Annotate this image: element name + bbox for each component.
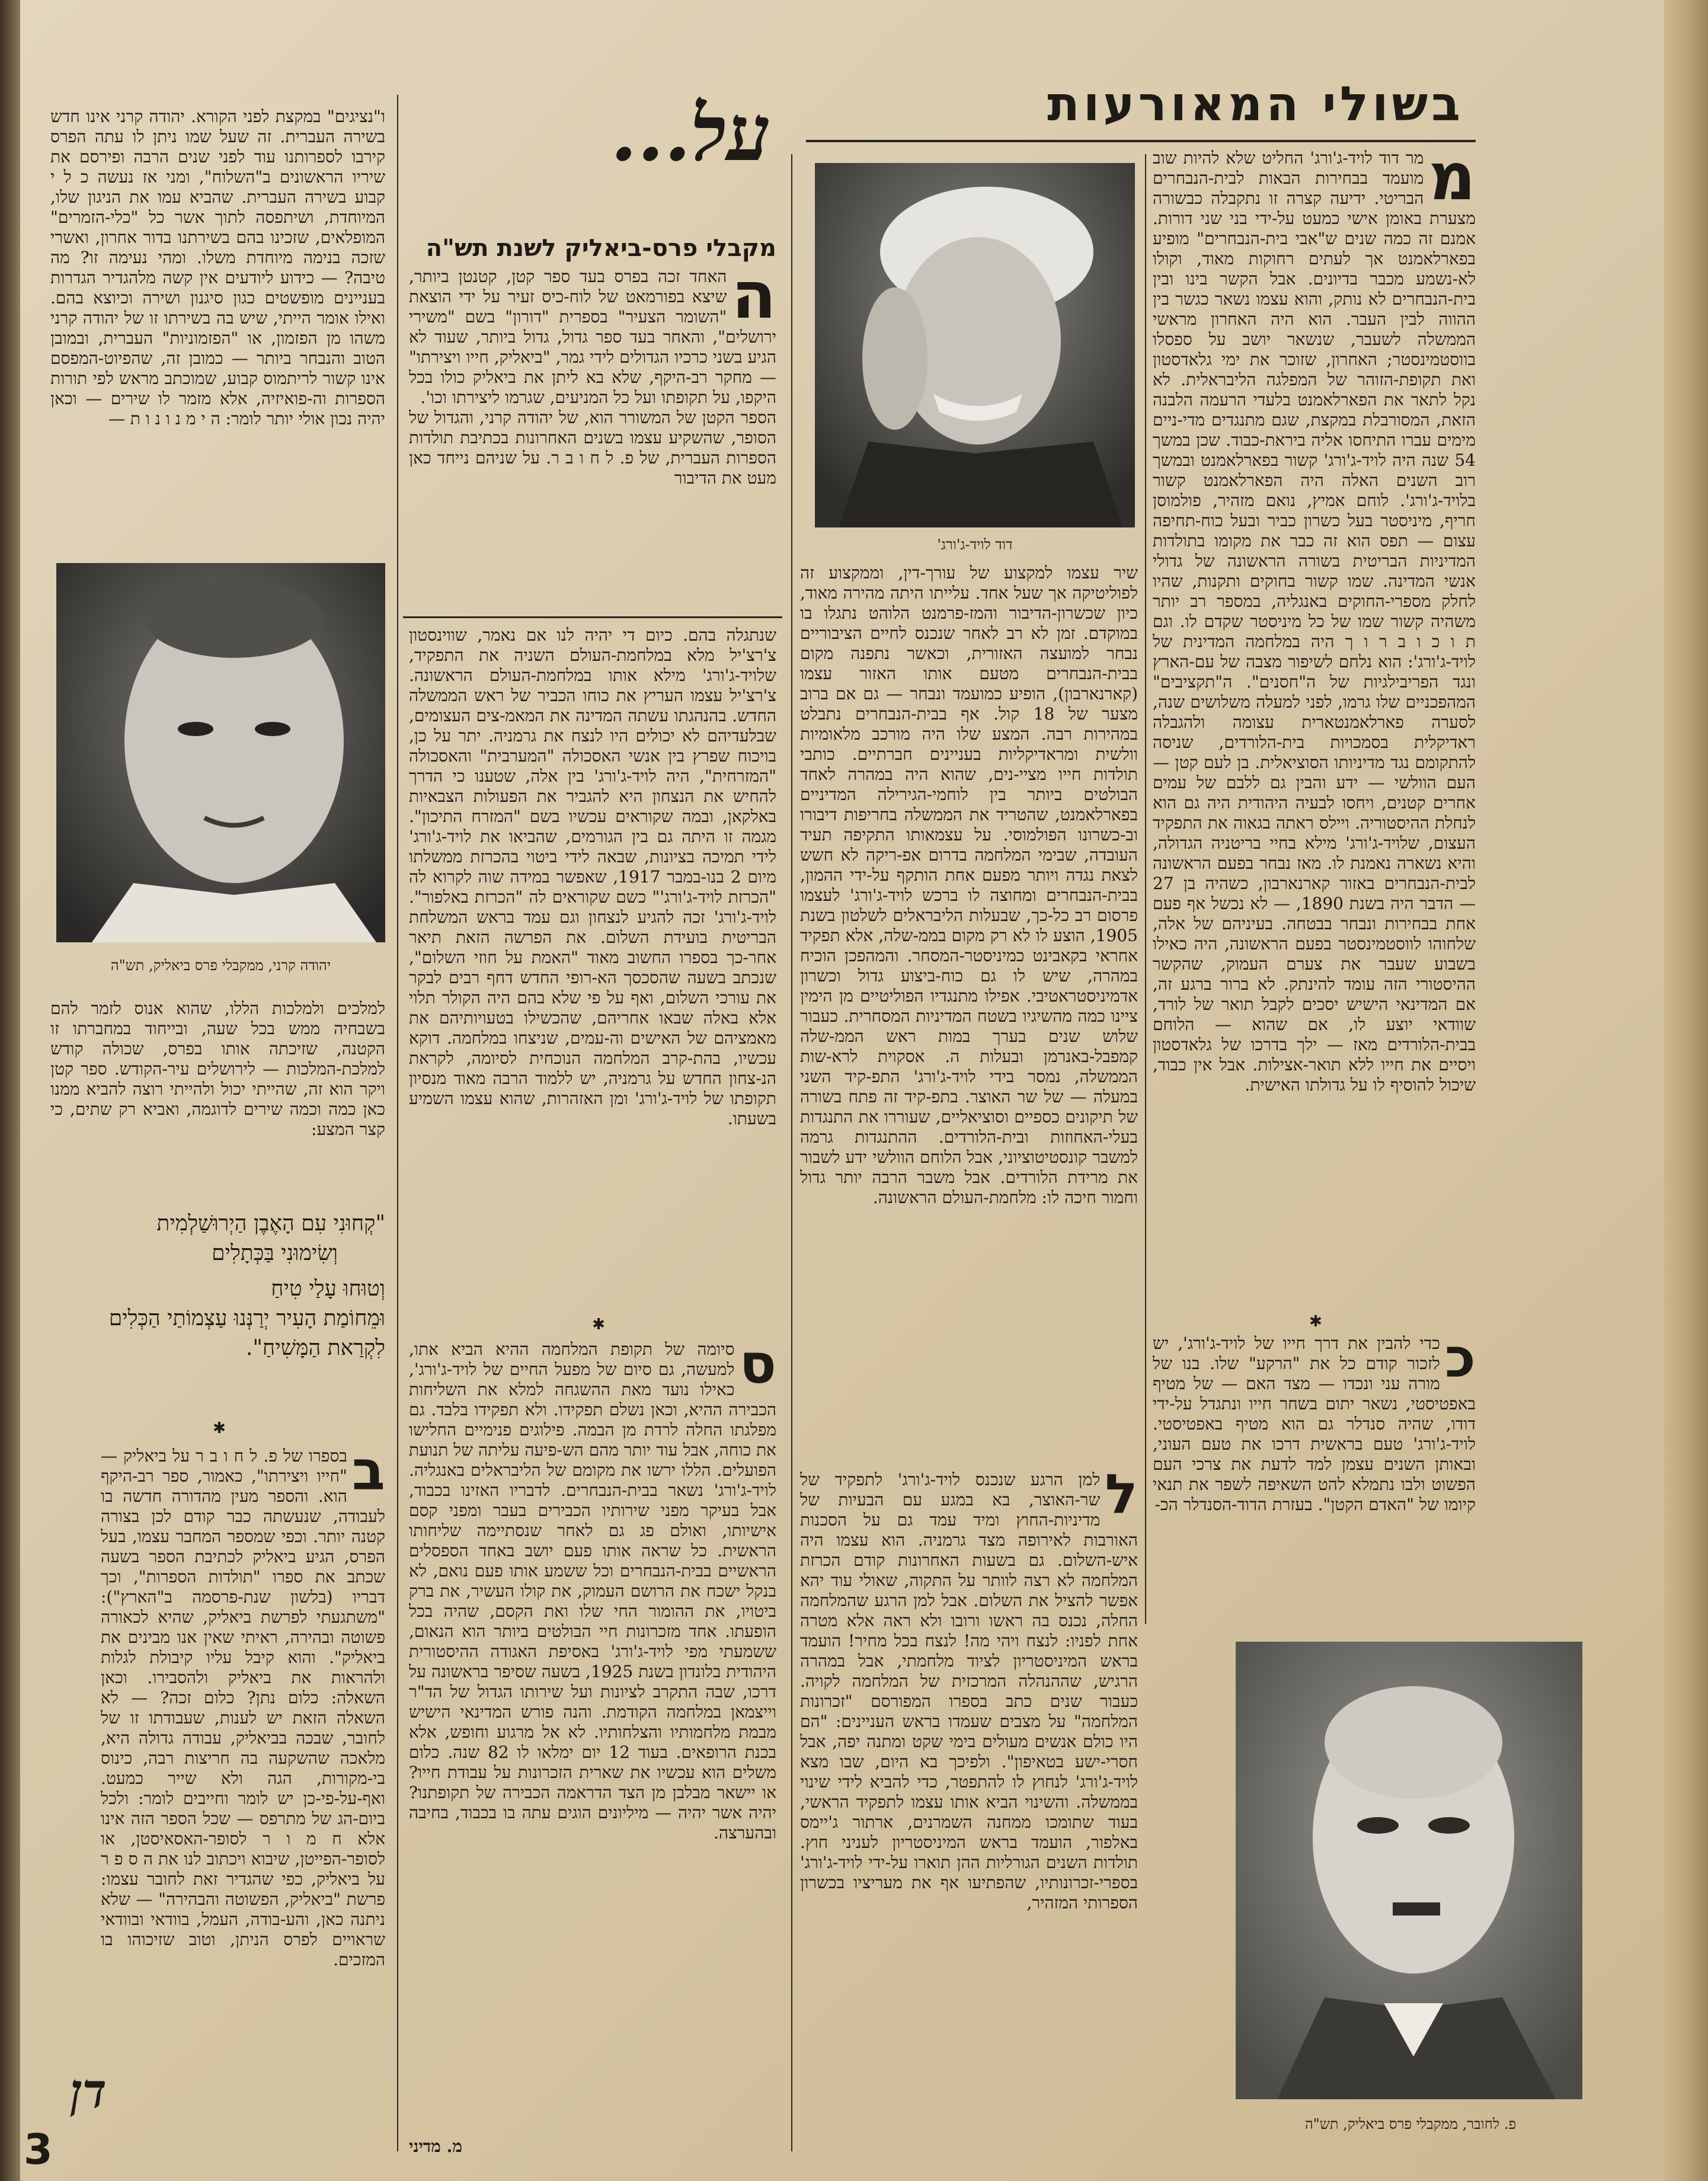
separator-star: ✱ xyxy=(213,1419,226,1437)
binding-edge xyxy=(0,0,20,2181)
review-signature: דן xyxy=(70,2063,107,2119)
poem-line: לִקְרַאת הַמָּשִׁיחַ". xyxy=(245,1336,385,1360)
lloyd-george-intro: מ מר דוד לויד-ג'ורג' החליט שלא להיות שוב מועמד בבחירות הבאות לבית-הנבחרים הבריטי. ידיעה קצרה זו נתקבלה כבשורה מצערת באומן אישי כמעט על-ידי בני שני דורות. אמנם זה כמה שנים ש"אבי בית-הנבחרים" מופיע בפארלאמנט אך לעתים רחוקות מאוד, וקולו לא-נשמע מכבר בדיונים. אבל הקשר בינו ובין בית-הנבחרים לא נותק, והוא עצמו נשאר כגשר בין ההווה לבין העבר. הוא היה האחרון מראשי הממשלה לשעבר, שנשאר יושב על ספסלו בווסטמינסטר; האחרון, שזוכר את ימי גלאדסטון ואת תקופת-הזוהר של המפלגה הליבראלית. לא נקל לתאר את הפארלאמנט בלעדי הרעמה הלבנה הזאת, המסורבלת במקצת, שגם מתנגדים מדי-ניים מימים עברו התיחסו אליה ביראת-כבוד. שכן במשך 54 שנה היה לויד-ג'ורג' קשור בפארלאמנט ובמשך רוב השנים האלה היה הפארלאמנט קשור בלויד-ג'ורג'. לוחם אמיץ, נואם מזהיר, פולמוסן חריף, מיניסטר בעל כשרון כביר ובעל כוח-תחיפה עצום — תפס הוא זה כבר את מקומו בתולדות המדיניות הבריטית בשורה הראשונה של גדולי אנשי המדינה. שמו קשור בחוקים ותקנות, שהיו לחלק מספרי-החוקים באנגליה, במספר רב יותר משהיה קשור שמו של כל מיניסטר שקדם לו. וגם ת ו כ ו ב ר ו ך היה במלחמה המדינית של לויד-ג'ורג': הוא נלחם לשיפור מצבה של עם-הארץ ונגד הפריבילגיות של ה"חסנים". ה"תקציבים" המהפכניים שלו גרמו, לפני למעלה משלושים שנה, לסערה פארלאמנטארית עצומה ולהגבלה ראדיקלית בסמכויות בית-הלורדים, שניסה להתקומם נגד מדיניותו הסוציאלית. בן לעם קטן — העם הוולשי — ידע והבין גם ללבם של עמים אחרים קטנים, ויחסו לבעיה היהודית היה גם הוא לנחלת ההיסטוריה. ויילס ראתה בגאוה את התפקיד העצום, שלויד-ג'ורג' מילא בחיי בריטניה הגדולה, והיא נשארה נאמנת לו. מאז נבחר בפעם הראשונה לבית-הנבחרים באזור קארנארבון, כשהיה בן 27 — הדבר היה בשנת 1890, — לא נכשל אף פעם אחת בבחירות ונבחר בבטחה. בעיניהם של אלה, שלחוהו לווסטמינסטר בפעם הראשונה, היה כאילו בשבוע שעבר את צערם העמוק, שהקשר ההיסטורי הזה עומד להינתק. לא ברור ברגע זה, אם המדינאי הישיש יסכים לקבל תואר של לורד, שוודאי יוצע לו, אם שהוא — הלוחם בבית-הלורדים מאז — ילך בדרכו של גלאדסטון ויסיים את חייו ללא תואר-אצילות. אבל אין כבוד, שיכול להוסיף לו על גדולתו האישית. xyxy=(1153,148,1476,1095)
portrait-image xyxy=(56,563,385,942)
drop-cap: כ xyxy=(1444,1333,1476,1390)
lachover-photo xyxy=(1236,1642,1582,2099)
separator-star: ✱ xyxy=(592,1316,605,1333)
bialik-prize-headline: מקבלי פרס-ביאליק לשנת תש"ה xyxy=(426,235,776,262)
title-rule xyxy=(806,140,1476,142)
page-edge xyxy=(1664,0,1708,2181)
page-number: 3 xyxy=(24,2125,53,2174)
drop-cap: ב xyxy=(351,1446,385,1502)
lloyd-george-wartime: שנתגלה בהם. כיום די יהיה לנו אם נאמר, שווינסטון צ'רצ'יל מלא במלחמת-העולם השניה את התפקיד, שלויד-ג'ורג' מילא אותו במלחמת-העולם הראשונה. צ'רצ'יל עצמו העריץ את כוחו הכביר של ראש הממשלה החדש. בהנהגתו עשתה המדינה את המאמ-צים העצומים, שבלעדיהם לא יכולים היו לנצח את גרמניה. יתר על כן, בויכוח שפרץ בין אנשי האסכולה "המערבית" והאסכולה "המזרחית", היה לויד-ג'ורג' בין אלה, שטענו כי הדרך להחיש את הנצחון היא להגביר את הפעולות הצבאיות באלקאן, ובמה שקוראים עכשיו בשם "המזרח התיכון". מגמה זו היתה גם בין הגורמים, שהביאו את לויד-ג'ורג' לידי תמיכה בציונות, שבאה לידי ביטוי בהכרזת ממשלתו מיום 2 בנו-במבר 1917, שאפשר במידה שוה לקרוא לה "הכרזת לויד-ג'ורג'" כשם שקוראים לה "הכרזת באלפור". לויד-ג'ורג' זכה להגיע לנצחון וגם עמד בראש המשלחת הבריטית בועידת השלום. את הפרשה הזאת תיאר אחר-כך בספרו החשוב מאוד "האמת על חוזי השלום", שנכתב בשעה שהסכסך הא-רופי החדש דחף רבים לבקר את עורכי השלום, ואף על פי שלא בהם היה הקולר תלוי אלא באלה שבאו אחריהם, שהכשילו בטעויותיהם את מאמציהם של האישים וה-עמים, שניצחו במלחמה. דוקא עכשיו, בהת-קרב המלחמה הנוכחית לסיומה, לקראת הנ-צחון החדש על גרמניה, יש ללמוד הרבה מאוד מנסיון תקופתו של לויד-ג'ורג' ומן האזהרות, שהוא עצמו השמיע בשעתו. xyxy=(409,625,776,1128)
portrait-image xyxy=(1236,1642,1582,2099)
column-divider xyxy=(397,95,398,2151)
lloyd-george-photo-caption: דוד לויד-ג'ורג' xyxy=(937,536,1013,553)
lloyd-george-photo xyxy=(815,163,1135,527)
lachover-caption: פ. לחובר, ממקבלי פרס ביאליק, תש"ה xyxy=(1304,2116,1517,2132)
column-divider xyxy=(791,154,792,2151)
lachover-review: ב בספרו של פ. ל ח ו ב ר על ביאליק — "חייו ויצירתו", כאמור, ספר רב-היקף הוא. והספר מעין מהדורה חדשה בו לעבודה, שנעשתה כבר קודם לכן בצורה קטנה יותר. וכפי שמספר המחבר עצמו, בעל הפרס, הגיע ביאליק לכתיבת הספר בשעה שכתב את ספרו "תולדות הספרות", וכך דבריו (בלשון שנת-פרסמה ב"הארץ"): "משתגעתי לפרשת ביאליק, שהיא לכאורה פשוטה ובהירה, ראיתי שאין אנו מבינים את ביאליק". והוא קיבל עליו קיבולת לגלות ולהראות את ביאליק ולהסבירו. וכאן השאלה: כלום נתן? כלום זכה? — לא השאלה הזאת יש לענות, שעבודתו זו של לחובר, שבכה בביאליק, עבודה גדולה היא, מלאכה שהשקעה בה חריצות רבה, כינוס בי-מקורות, הגה ולא שייר כמעט. ואף-על-פי-כן יש לומר וחייבים לומר: ולכל ביום-הג של מתרפס — שכל הספר הזה אינו אלא ח מ ו ר לסופר-האסאיסטן, או לסופר-הפייטן, שיבוא ויכתוב לנו את ה ס פ ר על ביאליק, כפי שהגדיר זאת לחובר עצמו: פרשת "ביאליק, הפשוטה והבהירה" — שלא ניתנה כאן, והע-בודה, העמל, בוודאי ובוודאי שראויים לפרס הניתן, וטוב שזיכוהו בו המזכים. xyxy=(101,1446,385,1969)
karni-photo xyxy=(56,563,385,942)
al-logo: על... xyxy=(610,88,770,178)
column-divider xyxy=(1145,154,1146,1624)
karni-poem-intro: למלכים ולמלכות הללו, שהוא אנוס לזמר להם בשבחיה ממש בכל שעה, ובייחוד במחברתו זו הקטנה, שזיכתה אותו בפרס, שכולה קודש למלכת-המלכות — לירושלים עיר-הקודש. ספר קטן ויקר הוא זה, שהייתי יכול ולהייתי רוצה להביא ממנו כאן כמה וכמה שירים לדוגמה, ואביא רק שתים, כי קצר המצע: xyxy=(50,999,385,1139)
karni-intro: ו"נציגים" במקצת לפני הקורא. יהודה קרני אינו חדש בשירה העברית. זה שעל שמו ניתן לו עתה הפרס קירבו לספרותנו עוד לפני שנים הרבה ופירסם את שיריו הראשונים ב"השלוח", ומני אז נעשה כ ל י קבוע בשירה העברית. שהביא עמו את הניגון שלו, המיוחדת, ושיתפסה לתוך אשר כל "כלי-הזמרים" המופלאים, שזכינו בהם בשירתנו בדור אחרון, ואשרי שזכה בנימה מיוחדת משלו. ומהי נעימה זו? מה טיבה? — כידוע ליודעים אין קשה מלהגדיר הגדרות בעניינים מופשטים כגון סיגנון ושירה וכיוצא בהם. ואילו אומר הייתי, שיש בה בשירתו זו של יהודה קרני משהו מן הפזמון, או "הפזמוניות" העברית, ובמובן הטוב והנבחר ביותר — כמובן זה, שהפיוט-המפסם אינו קשור לריתמוס קבוע, שמוכתב מראש לפי תורות הספרות וה-פואיזיה, אלא מזמר לו שירים — וכאן יהיה נכון אולי יותר לומר: ה י מ נ ו נ ו ת — xyxy=(50,107,385,428)
lloyd-george-war: ל למן הרגע שנכנס לויד-ג'ורג' לתפקיד של שר-האוצר, בא במגע עם הבעיות של מדיניות-החוץ ומיד עמד גם על הסכנות האורבות לאירופה מצד גרמניה. הוא עצמו היה איש-השלום. גם בשעות האחרונות קודם הכרזת המלחמה לא רצה לוותר על התקוה, שאולי עוד יהא אפשר להציל את השלום. אבל למן הרגע שהמלחמה החלה, נכנס בה ראשו ורובו ולא ראה אלא מטרה אחת לפניו: לנצח ויהי מה! לנצח בכל מחיר! הועמד בראש המיניסטריון לציוד מלחמתי, אבל במהרה הרגיש, שההנהלה המרכזית של המלחמה לקויה. כעבור שנים כתב בספרו המפורסם "זכרונות המלחמה" על מצבים שעמדו בראש העניינים: "הם היו כולם אנשים מעולים בימי שקט ומתנה יפה, אבל חסרי-ישע בטאיפון". ולפיכך בא היום, שבו מצא לויד-ג'ורג' לנחוץ לו להתפטר, כדי להביא לידי שינוי בממשלה. והשינוי הביא אותו עצמו לתפקיד הראשי, בעוד שתומכו ממחנה השמרנים, ארתור ג'יימס באלפור, הועמד בראש המיניסטריון לעניני חוץ. תולדות השנים הגורליות ההן תוארו על-ידי לויד-ג'ורג' בספרי-זכרונותיו, שהפתיעו אף את מעריציו בכשרון הספרותי המזהיר, xyxy=(800,1470,1138,1913)
poem-line: וְשִׂימוּנִי בַּכְּתָלִים xyxy=(212,1241,338,1265)
karni-caption: יהודה קרני, ממקבלי פרס ביאליק, תש"ה xyxy=(110,957,331,974)
poem-line: וּמֵחוֹמַת הָעִיר יְרַנְּנוּ עַצְמוֹתַי הַכְּלִים xyxy=(108,1306,385,1331)
drop-cap: מ xyxy=(1428,148,1476,215)
bialik-prize-intro: ה האחד זכה בפרס בעד ספר קטן, קטנטן ביותר, שיצא בפורמאט של לוח-כיס זעיר על ידי הוצאת "השומר הצעיר" בספרית "דורון" בשם "משירי ירושלים", והאחר בעד ספר גדול, גדול ביותר, שעוד לא הגיע בשני כרכיו הגדולים לידי גמר, "ביאליק, חייו ויצירתו" — מחקר רב-היקף, שלא בא ליתן את ביאליק כולו בכל היקפו, על תקופתו ועל כל המניעים, שגרמו ליצירתו וכו'. הספר הקטן של המשורר הוא, של יהודה קרני, והגדול של הסופר, שהשקיע עצמו בשנים האחרונות בכתיבת תולדות הספרות העברית, של פ. ל ח ו ב ר. על שניהם נייחד כאן מעט את הדיבור xyxy=(409,267,776,488)
lloyd-george-background: כ כדי להבין את דרך חייו של לויד-ג'ורג', יש לזכור קודם כל את "הרקע" שלו. בנו של מורה עני ונכדו — מצד האם — של מטיף באפטיסטי, נשאר יתום בשחר חייו ונתגדל על-ידי דודו, שהיה סנדלר גם הוא מטיף באפטיסטי. לויד-ג'ורג' טעם בראשית דרכו את טעם העוני, ובאותן השנים עצמן למד לדעת את צרכי העם הפשוט ולבו נתמלא להט השאיפה לשפר את תנאי קיומו של "האדם הקטן". בעזרת הדוד-הסנדלר הכ- xyxy=(1153,1333,1476,1514)
section-rule xyxy=(403,616,782,618)
separator-star: ✱ xyxy=(1309,1313,1322,1331)
lloyd-george-career: שיר עצמו למקצוע של עורך-דין, וממקצוע זה לפוליטיקה אך שעל אחד. עלייתו היתה מהירה מאוד, כיון שכשרון-הדיבור והמז-פרמנט הלוהט נתגלו בו במוקדם. זמן לא רב לאחר שנכנס לחיים הציבוריים נבחר למועצה האזורית, וכאשר נתפנה מקום בבית-הנבחרים מטעם אותו האזור עצמו (קארנארבון), הופיע כמועמד ונבחר — גם אם ברוב מצער של 18 קול. אף בבית-הנבחרים נתבלט במהירות רבה. המצע שלו היה מורכב מלאומיות וולשית ומראדיקליות בעניינים חברתיים. כותבי תולדות חייו מציי-נים, שהוא היה במהרה לאחד הבולטים ביותר בין לוחמי-הגירילה המדיניים בפארלאמנט, שהטריד את הממשלה בחריפות דיבורו וב-כשרונו הפולמוסי. על עצמאותו התקיפה תעיד העובדה, שבימי המלחמה בדרום אפ-ריקה לא חשש לצאת נגדה ויותר מפעם אחת הותקף על-ידי ההמון, בבית-הנבחרים ומחוצה לו ברכש לויד-ג'ורג' לעצמו פרסום רב כל-כך, שבעלות הליבראלים לשלטון בשנת 1905, הוצע לו לא רק מקום בממ-שלה, אלא תפקיד אחראי בקאבינט כמיניסטר-המסחר. והמהפכן הוכיח במהרה, שיש לו גם כוח-ביצוע גדול וכשרון אדמיניסטראטיבי. אפילו מתנגדיו הפוליטיים מן הימין ציינו כמה מהשיגיו בשטח המדיניות המסחרית. כעבור שלוש שנים בערך במות ראש הממ-שלה קמפבל-באנרמן ובעלות ה. אסקוית לרא-שות הממשלה, נמסר בידי לויד-ג'ורג' התפ-קיד השני במעלה — של שר האוצר. בתפ-קיד זה פתח בשורה של תיקונים כספיים וסוציאליים, שעוררו את התנגדות בעלי-האחוזות ובית-הלורדים. ההתנגדות גרמה למשבר קונסטיטוציוני, אבל הלוחם הוולשי ידע לשבור את מרידת הלורדים. אבל משבר הרבה יותר גדול וחמור חיכה לו: מלחמת-העולם הראשונה. xyxy=(800,563,1138,1207)
poem-line: וְטוּחוּ עָלַי טִיחַ xyxy=(271,1277,385,1301)
karni-poem xyxy=(50,1209,385,1411)
poem-line: "קְחוּנִי עִם הָאֶבֶן הַיְרוּשַׁלְמִית xyxy=(156,1211,385,1236)
portrait-image xyxy=(815,163,1135,527)
drop-cap: ל xyxy=(1105,1470,1138,1526)
column-title: בשולי המאורעות xyxy=(1047,76,1464,132)
drop-cap: ה xyxy=(731,267,776,333)
lloyd-george-later-years: ס סיומה של תקופת המלחמה ההיא הביא אתו, למעשה, גם סיום של מפעל החיים של לויד-ג'ורג', כאילו נועד מאת ההשגחה למלא את השליחות הכבירה ההיא, וכאן נשלם תפקידו. ולא תפקידו בלבד. גם מפלגתו החלה לרדת מן הבמה. פילוגים פנימיים החלישו את כוחה, אבל עוד יותר מהם הש-פיעה עליתה של תנועת הפועלים. הללו ירשו את מקומם של הליבראלים באנגליה. לויד-ג'ורג' נשאר בבית-הנבחרים. לדבריו האזינו בכבוד, אבל בעיקר מפני שירותיו הכבירים בעבר ומפני קסם אישיותו, ואולם פג גם לאחר שנסתיימה שליחותו הראשית. כל שראה אותו פעם יושב באחד הספסלים הראשיים בבית-הנבחרים וכל ששמע אותו פעם נואם, לא בנקל ישכח את הרושם העמוק, את קולו העשיר, את ברק ביטויו, את ההומור החי שלו ואת הקסם, שהיה בכל הופעתו. אחד מזכרונות חיי הבולטים ביותר הוא הנאום, ששמעתי מפי לויד-ג'ורג' באסיפת האגודה ההיסטורית היהודית בלונדון בשנת 1925, בשעה שסיפר בראשונה על דרכו, שבה התקרב לציונות ועל שירותו הגדול של הד"ר וייצמאן במלחמה הקודמת. והנה פורש המדינאי הישיש מבמת מלחמותיו והצלחותיו. לא אל מרגוע וחופש, אלא בכנת הרופאים. בעוד 12 יום ימלאו לו 82 שנה. כלום משלים הוא עכשיו את שארית הזכרונות על עבודת חייו? או יישאר מבלבן מן הצד הדראמה הכבירה של תקופתנו? יהיה אשר יהיה — מיליונים הוגים עתה בו בכבוד, בחיבה ובהערצה. xyxy=(409,1339,776,1843)
drop-cap: ס xyxy=(739,1339,776,1396)
article-signature: מ. מדיני xyxy=(409,2137,462,2156)
